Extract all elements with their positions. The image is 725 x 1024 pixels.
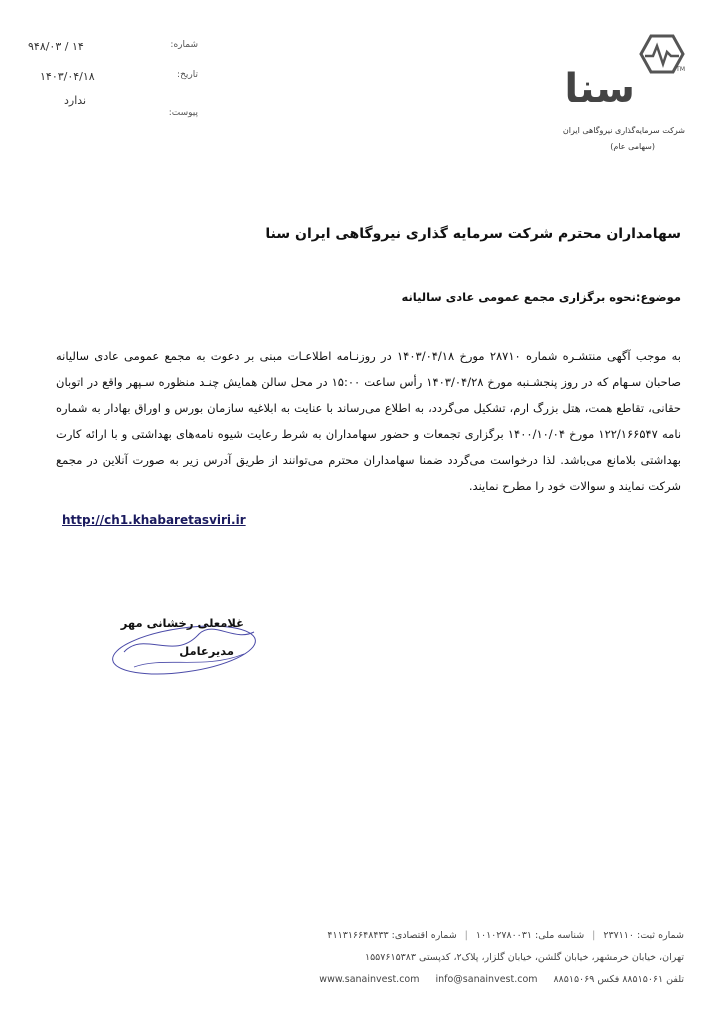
letter-number-row [28,40,198,70]
footer-phone-fax: تلفن ۸۸۵۱۵۰۶۱ فکس ۸۸۵۱۵۰۶۹ [553,974,684,985]
letter-attachment-value: ندارد [64,94,87,107]
footer-registration-line [58,930,684,952]
letter-meta [28,40,198,118]
signer-title: مدیرعامل [179,644,234,658]
letter-subject: موضوع:نحوه برگزاری مجمع عمومی عادی سالیانه [401,290,681,304]
letter-number-value: ۹۴۸/۰۳ / ۱۴ [28,40,84,53]
letter-body: به موجب آگهی منتشـره شماره ۲۸۷۱۰ مورخ ۱۴۰۳/۰۴/۱۸ در روزنـامه اطلاعـات مبنی بر دعوت به مجمع عمومی عادی سالیانه صاحبان سـهام که در روز پنجشـنبه مورخ ۱۴۰۳/۰۴/۲۸ رأس ساعت ۱۵:۰۰ در محل سالن همایش چنـد منظوره سـپهر واقع در اتوبان حقانی، تقاطع همت، هتل بزرگ ارم، تشکیل می‌گردد، به اطلاع می‌رساند با عنایت به ابلاغیه سازمان بورس و اوراق بهادار به شماره نامه ۱۲۲/۱۶۶۵۴۷ مورخ ۱۴۰۰/۱۰/۰۴ برگزاری تجمعات و حضور سهامداران به شرط رعایت شیوه نامه‌های بهداشتی و با ارائه کارت بهداشتی بلامانع می‌باشد. لذا درخواست می‌گردد ضمنا سهامداران محترم می‌توانند از طریق آدرس زیر به صورت آنلاین در مجمع شرکت نمایند و سوالات خود را مطرح نمایند. [56,349,682,493]
footer-contact-line [58,974,684,996]
letter-attachment-row [28,94,198,118]
letter-date-value: ۱۴۰۳/۰۴/۱۸ [40,70,95,83]
letter-number-label: شماره: [170,40,198,50]
signer-name: غلامعلی رخشانی مهر [120,616,244,630]
letter-date-row [28,70,198,100]
letter-date-label: تاریخ: [177,70,198,80]
footer-economic-number: شماره اقتصادی: ۴۱۱۳۱۶۶۴۸۴۳۳ [327,930,457,941]
logo-company-name: شرکت سرمایه‌گذاری نیروگاهی ایران [562,126,685,135]
footer-national-id: شناسه ملی: ۱۰۱۰۲۷۸۰۰۳۱ [475,930,585,941]
company-logo [555,34,685,151]
footer-address: تهران، خیابان خرمشهر، خیابان گلشن، خیابان گلزار، پلاک۲، کدپستی ۱۵۵۷۶۱۵۳۸۳ [364,952,684,963]
footer-website[interactable]: www.sanainvest.com [319,974,420,985]
logo-company-type: (سهامی عام) [610,142,655,151]
signature-block [104,612,274,682]
logo-wordmark: سنا [564,66,635,112]
footer-separator: | [592,930,596,941]
online-meeting-link[interactable]: http://ch1.khabaretasviri.ir [62,513,246,527]
letter-recipient: سهامداران محترم شرکت سرمایه گذاری نیروگاهی ایران سنا [265,226,681,242]
footer-email[interactable]: info@sanainvest.com [435,974,538,985]
footer-address-line [58,952,684,974]
footer-registration-number: شماره ثبت: ۲۳۷۱۱۰ [603,930,684,941]
logo-trademark: TM [676,66,685,73]
footer-separator: | [464,930,468,941]
letter-attachment-label: پیوست: [168,108,198,118]
letter-footer [58,930,684,996]
